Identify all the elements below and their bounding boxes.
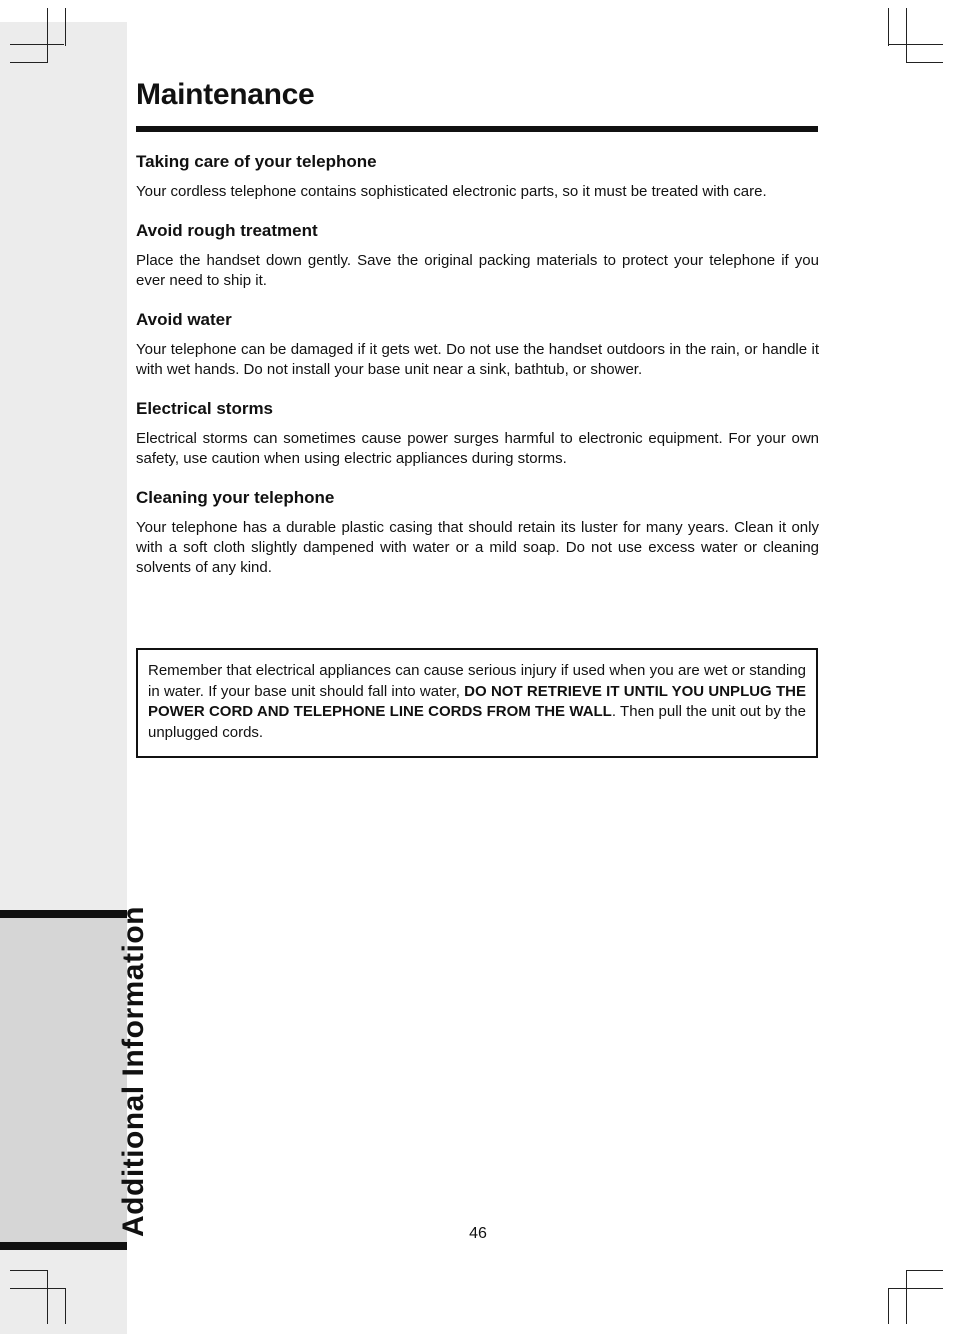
warning-text-end: . Then pull the unit out by the unplugged cords. [148,703,806,741]
section-rough-treatment [136,219,819,291]
section-side-tab [0,910,127,1250]
section-storms [136,397,819,469]
title-rule [136,126,818,132]
section-heading: Avoid water [136,310,232,329]
section-body: Electrical storms can sometimes cause power surges harmful to electronic equipment. For your own safety, use caution when using electric appliances during storms. [136,430,819,467]
crop-mark [47,1270,48,1324]
section-body: Place the handset down gently. Save the original packing materials to protect your telephone if you ever need to ship it. [136,252,819,289]
crop-mark [888,44,943,45]
page-number: 46 [469,1225,487,1242]
warning-box [136,648,818,758]
crop-mark [906,1270,943,1271]
crop-mark [10,1288,66,1289]
section-heading: Avoid rough treatment [136,221,318,240]
crop-mark [906,1270,907,1324]
section-body: Your telephone can be damaged if it gets wet. Do not use the handset outdoors in the rain, or handle it with wet hands. Do not install your base unit near a sink, bathtub, or shower. [136,341,819,378]
crop-mark [888,1288,889,1324]
side-tab-label: Additional Information [117,906,150,1237]
crop-mark [47,8,48,63]
section-heading: Taking care of your telephone [136,152,377,171]
section-water [136,308,819,380]
section-cleaning [136,486,819,578]
crop-mark [10,1270,48,1271]
section-body: Your cordless telephone contains sophisticated electronic parts, so it must be treated with care. [136,183,767,200]
crop-mark [65,8,66,46]
crop-mark [65,1288,66,1324]
crop-mark [10,62,48,63]
crop-mark [888,8,889,46]
crop-mark [888,1288,943,1289]
section-heading: Cleaning your telephone [136,488,335,507]
crop-mark [10,44,64,45]
section-body: Your telephone has a durable plastic casing that should retain its luster for many years. Clean it only with a soft cloth slightly dampened with water or a mild soap. Do not use excess water or cleaning solvents of any kind. [136,519,819,576]
warning-emphasis: DO NOT RETRIEVE IT UNTIL YOU UNPLUG THE POWER CORD AND TELEPHONE LINE CORDS FROM THE WALL [148,682,806,720]
warning-text: Remember that electrical appliances can cause serious injury if used when you are wet or standing in water. If your base unit should fall into water, [148,662,806,700]
crop-mark [906,8,907,63]
page-title: Maintenance [136,78,315,111]
section-care [136,150,819,202]
crop-mark [906,62,943,63]
main-content [136,150,819,595]
section-heading: Electrical storms [136,399,274,418]
